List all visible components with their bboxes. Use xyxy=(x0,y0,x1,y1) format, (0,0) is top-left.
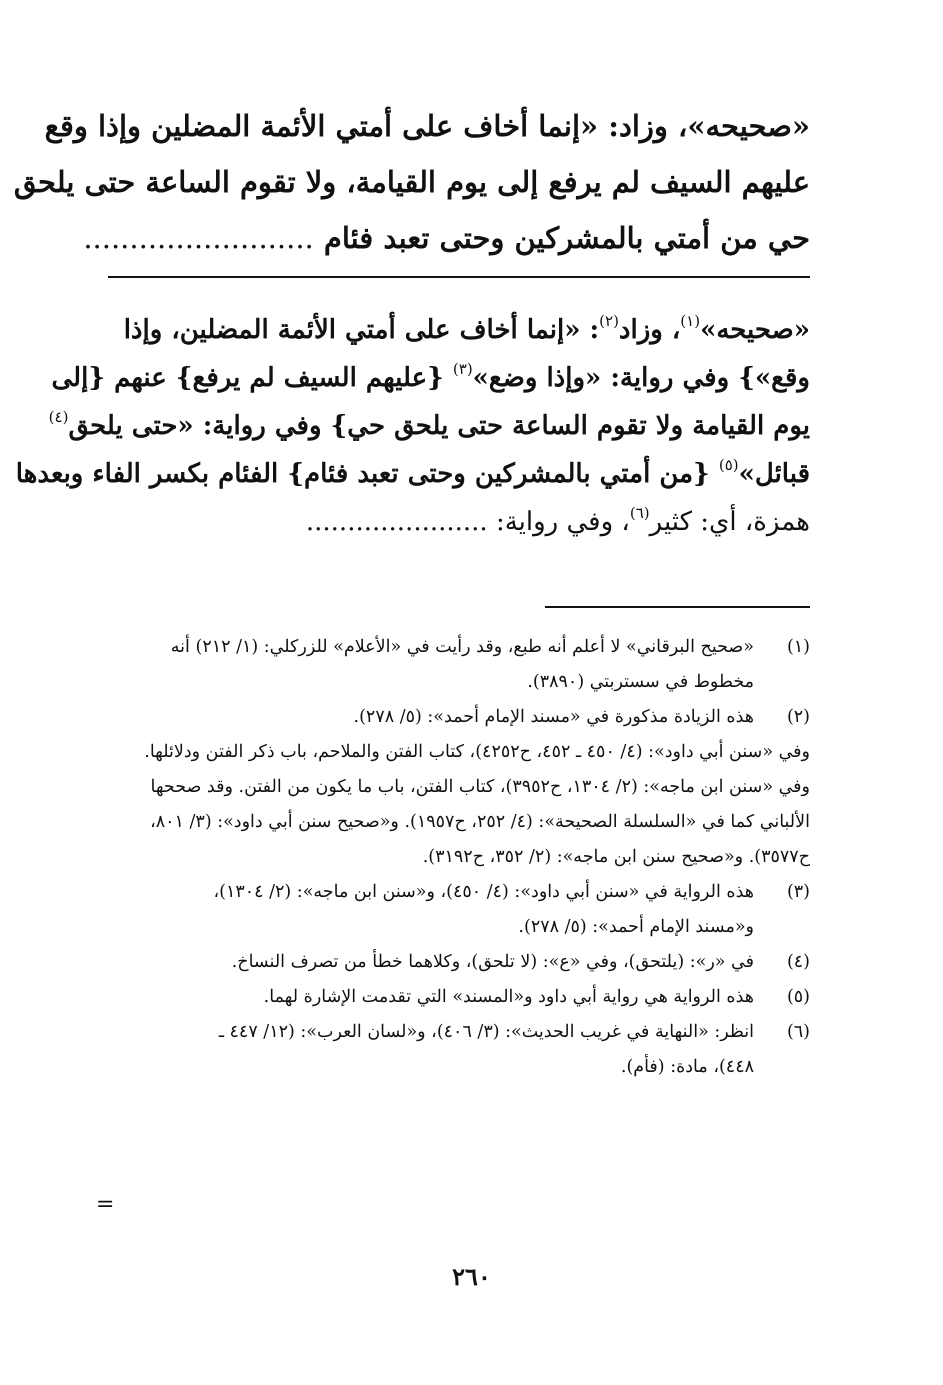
footnote-line: وقد صححها الألباني كما في «السلسلة الصحيحة»: (٤/ ٢٥٢، ح١٩٥٧). xyxy=(150,777,810,832)
footnotes xyxy=(108,630,810,1085)
continuation-mark: = xyxy=(96,1192,115,1217)
page-number: ٢٦٠ xyxy=(452,1262,491,1291)
footnote-1 xyxy=(108,630,810,700)
footnote-ref-4[interactable]: (٤) xyxy=(48,408,69,426)
footnote-line: و«صحيح سنن أبي داود»: (٣/ ٨٠١، ح٣٥٧٧). xyxy=(150,812,810,867)
footnote-divider xyxy=(545,606,810,608)
footnote-line: ٤٤٨)، مادة: (فأم). xyxy=(620,1057,754,1077)
text-run: ، وزاد xyxy=(618,315,681,345)
footnote-3 xyxy=(108,875,810,945)
text-run: يوم القيامة ولا تقوم الساعة حتى يلحق حي} وفي رواية: «حتى يلحق xyxy=(68,411,810,441)
text-run: {من أمتي بالمشركين وحتى تعبد فئام} الفئام بكسر الفاء وبعدها xyxy=(15,459,719,489)
footnote-line: وفي «سنن ابن ماجه»: (٢/ ١٣٠٤، ح٣٩٥٢)، كتاب الفتن، باب ما يكون من الفتن. xyxy=(238,777,810,797)
footnote-ref-6[interactable]: (٦) xyxy=(629,504,650,522)
footnote-line: و«مسند الإمام أحمد»: (٥/ ٢٧٨). xyxy=(518,917,754,937)
text-run: همزة، أي: كثير xyxy=(649,507,810,537)
footnote-line: هذه الزيادة مذكورة في «مسند الإمام أحمد»: (٥/ ٢٧٨). xyxy=(353,707,754,727)
text-run: قبائل» xyxy=(738,459,810,489)
footnote-number: (١) xyxy=(786,637,810,657)
footnote-line: هذه الرواية في «سنن أبي داود»: (٤/ ٤٥٠)، و«سنن ابن ماجه»: (٢/ ١٣٠٤)، xyxy=(213,882,754,902)
footnote-line: هذه الرواية هي رواية أبي داود و«المسند» التي تقدمت الإشارة لهما. xyxy=(263,987,754,1007)
matn-line-3-text: حي من أمتي بالمشركين وحتى تعبد فئام xyxy=(323,221,810,255)
commentary-dots: ...................... xyxy=(305,507,488,537)
section-divider xyxy=(108,276,810,278)
footnote-number: (٢) xyxy=(786,707,810,727)
footnote-line: الفتن ودلائلها. xyxy=(144,742,244,762)
matn-dots: ......................... xyxy=(83,221,314,255)
matn-line-3 xyxy=(83,210,810,266)
footnote-6 xyxy=(108,1015,810,1085)
footnote-2-continued xyxy=(108,735,810,875)
footnote-line: مخطوط في سستربتي (٣٨٩٠). xyxy=(527,672,754,692)
footnote-ref-5[interactable]: (٥) xyxy=(718,456,739,474)
commentary-line-3 xyxy=(48,402,810,450)
footnote-4 xyxy=(108,945,810,980)
footnote-2 xyxy=(108,700,810,735)
commentary-line-4 xyxy=(15,450,810,498)
footnote-number: (٣) xyxy=(786,882,810,902)
commentary-line-2 xyxy=(51,354,810,402)
footnote-5 xyxy=(108,980,810,1015)
text-run: : «إنما أخاف على أمتي الأئمة المضلين، وإذا xyxy=(123,315,600,345)
footnote-line: في «ر»: (يلتحق)، وفي «ع»: (لا تلحق)، وكلاهما خطأ من تصرف النساخ. xyxy=(231,952,754,972)
matn-line-1: «صحيحه»، وزاد: «إنما أخاف على أمتي الأئمة المضلين وإذا وقع xyxy=(44,109,810,143)
text-run: «صحيحه» xyxy=(700,315,810,345)
matn-text xyxy=(13,98,810,266)
footnote-number: (٦) xyxy=(786,1022,810,1042)
footnote-number: (٥) xyxy=(786,987,810,1007)
commentary-text xyxy=(15,306,810,546)
commentary-line-5 xyxy=(108,498,810,546)
text-run: {عليهم السيف لم يرفع} عنهم {إلى xyxy=(51,363,453,393)
footnote-line: انظر: «النهاية في غريب الحديث»: (٣/ ٤٠٦)، و«لسان العرب»: (١٢/ ٤٤٧ ـ xyxy=(218,1022,754,1042)
footnote-ref-1[interactable]: (١) xyxy=(680,312,701,330)
commentary-line-1 xyxy=(108,306,810,354)
footnote-ref-2[interactable]: (٢) xyxy=(599,312,619,330)
text-run: ، وفي رواية: xyxy=(487,507,630,537)
text-run: وقع»} وفي رواية: «وإذا وضع» xyxy=(472,363,810,393)
footnote-line: وفي «سنن أبي داود»: (٤/ ٤٥٠ ـ ٤٥٢، ح٤٢٥٢)، كتاب الفتن والملاحم، باب ذكر xyxy=(248,742,810,762)
footnote-line: و«صحيح سنن ابن ماجه»: (٢/ ٣٥٢، ح٣١٩٢). xyxy=(422,847,744,867)
footnote-line: «صحيح البرقاني» لا أعلم أنه طبع، وقد رأيت في «الأعلام» للزركلي: (١/ ٢١٢) أنه xyxy=(170,637,754,657)
matn-line-2: عليهم السيف لم يرفع إلى يوم القيامة، ولا تقوم الساعة حتى يلحق xyxy=(13,165,810,199)
footnote-ref-3[interactable]: (٣) xyxy=(452,360,473,378)
footnote-number: (٤) xyxy=(786,952,810,972)
